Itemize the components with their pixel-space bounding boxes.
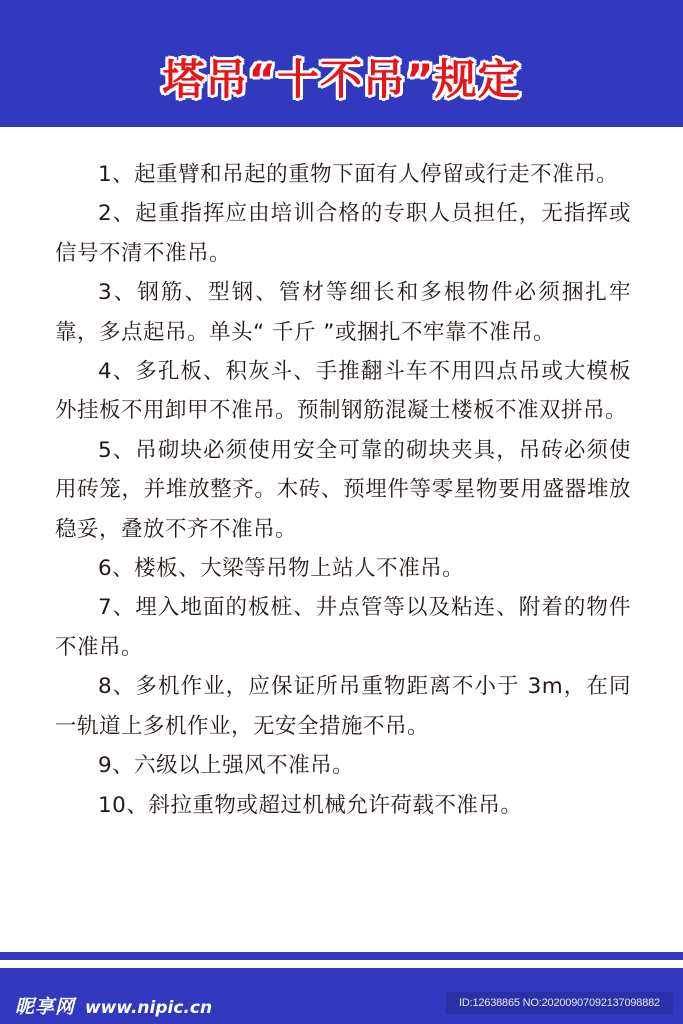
image-id-label: ID:12638865 NO:20200907092137098882 xyxy=(446,992,673,1014)
header-banner xyxy=(0,0,683,127)
watermark-logo xyxy=(15,992,212,1019)
rules-list xyxy=(55,155,631,825)
rule-item-2: 2、起重指挥应由培训合格的专职人员担任，无指挥或信号不清不准吊。 xyxy=(55,201,631,266)
footer-divider-stripe xyxy=(0,952,683,960)
rule-item-7: 7、埋入地面的板桩、井点管等以及粘连、附着的物件不准吊。 xyxy=(55,595,631,660)
footer-bar xyxy=(0,968,683,1024)
rule-item-1: 1、起重臂和吊起的重物下面有人停留或行走不准吊。 xyxy=(98,162,619,187)
rule-item-10: 10、斜拉重物或超过机械允许荷载不准吊。 xyxy=(98,792,523,818)
rule-item-4: 4、多孔板、积灰斗、手推翻斗车不用四点吊或大模板外挂板不用卸甲不准吊。预制钢筋混凝土楼板不准双拼吊。 xyxy=(55,359,631,424)
rule-item-6: 6、楼板、大梁等吊物上站人不准吊。 xyxy=(98,556,465,582)
rule-item-5: 5、吊砌块必须使用安全可靠的砌块夹具，吊砖必须使用砖笼，并堆放整齐。木砖、预埋件等零星物要用盛器堆放稳妥，叠放不齐不准吊。 xyxy=(55,437,631,542)
rule-item-9: 9、六级以上强风不准吊。 xyxy=(98,753,355,779)
page-title: 塔吊“十不吊”规定 xyxy=(162,55,521,104)
rule-item-8: 8、多机作业，应保证所吊重物距离不小于 3m，在同一轨道上多机作业，无安全措施不吊。 xyxy=(55,674,631,739)
logo-chinese: 昵享网 xyxy=(15,996,76,1018)
rule-item-3: 3、钢筋、型钢、管材等细长和多根物件必须捆扎牢靠，多点起吊。单头“ 千斤 ”或捆扎不牢靠不准吊。 xyxy=(55,280,631,345)
logo-url: www.nipic.cn xyxy=(84,998,213,1018)
